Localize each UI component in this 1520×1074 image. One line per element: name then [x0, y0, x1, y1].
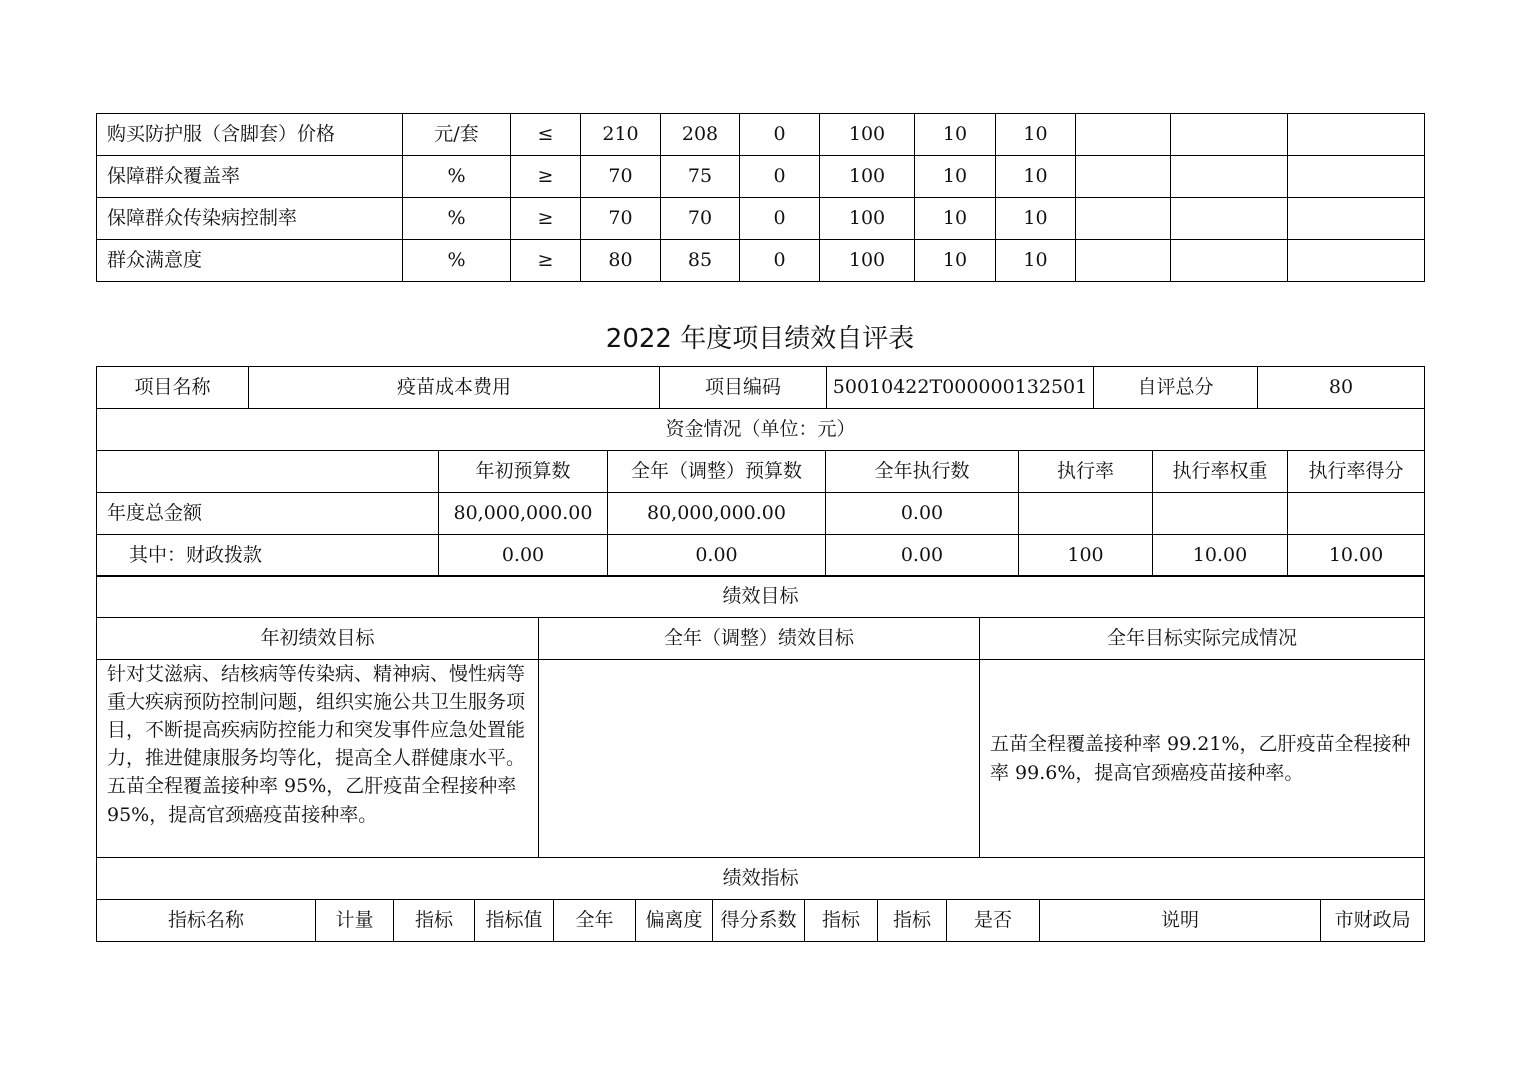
indicator-value-cell: ≥ — [511, 240, 581, 282]
funds-cell: 10.00 — [1153, 535, 1288, 577]
funds-cell: 0.00 — [439, 535, 608, 577]
indicator-value-cell: 100 — [820, 114, 915, 156]
indicator-value-cell: 85 — [661, 240, 740, 282]
project-info-table — [96, 366, 1425, 409]
funds-cell: 10.00 — [1288, 535, 1425, 577]
funds-table — [96, 408, 1425, 577]
indicator-continuation-table — [96, 113, 1425, 282]
indicator-header-cell: 说明 — [1040, 900, 1321, 942]
indicator-header-cell: 指标 — [878, 900, 947, 942]
indicator-name-cell: 保障群众传染病控制率 — [97, 198, 403, 240]
indicator-value-cell — [1288, 240, 1425, 282]
indicator-header-cell: 计量 — [316, 900, 394, 942]
indicator-value-cell: 0 — [740, 114, 820, 156]
indicator-value-cell — [1076, 240, 1171, 282]
indicator-value-cell — [1076, 114, 1171, 156]
goals-header-cell: 年初绩效目标 — [97, 618, 539, 660]
indicator-value-cell: % — [403, 198, 511, 240]
indicator-value-cell: 10 — [996, 114, 1076, 156]
indicator-value-cell: 70 — [581, 156, 661, 198]
indicator-value-cell: 80 — [581, 240, 661, 282]
funds-cell — [1019, 493, 1153, 535]
funds-cell: 80,000,000.00 — [608, 493, 826, 535]
project-name-label: 项目名称 — [97, 367, 249, 409]
funds-header-cell — [97, 451, 439, 493]
self-score-label: 自评总分 — [1094, 367, 1258, 409]
indicator-header-cell: 市财政局 — [1321, 900, 1425, 942]
indicators-header-row — [97, 900, 1425, 942]
indicators-table — [96, 857, 1425, 942]
indicator-header-cell: 全年 — [554, 900, 636, 942]
indicator-value-cell: 75 — [661, 156, 740, 198]
indicator-value-cell — [1288, 156, 1425, 198]
indicator-header-cell: 得分系数 — [713, 900, 805, 942]
funds-row-label: 其中：财政拨款 — [97, 535, 439, 577]
funds-cell — [1288, 493, 1425, 535]
indicator-value-cell: 210 — [581, 114, 661, 156]
indicator-value-cell — [1171, 114, 1288, 156]
funds-cell: 80,000,000.00 — [439, 493, 608, 535]
funds-cell: 0.00 — [608, 535, 826, 577]
indicator-value-cell: 0 — [740, 240, 820, 282]
form-title: 2022 年度项目绩效自评表 — [605, 324, 915, 354]
indicator-header-cell: 是否 — [947, 900, 1040, 942]
project-code-label: 项目编码 — [660, 367, 827, 409]
funds-cell: 100 — [1019, 535, 1153, 577]
indicator-value-cell — [1288, 198, 1425, 240]
funds-cell: 0.00 — [826, 535, 1019, 577]
indicator-value-cell — [1076, 198, 1171, 240]
indicator-header-cell: 指标值 — [475, 900, 554, 942]
indicator-name-cell: 购买防护服（含脚套）价格 — [97, 114, 403, 156]
funds-header-cell: 执行率权重 — [1153, 451, 1288, 493]
indicator-value-cell: ≥ — [511, 156, 581, 198]
funds-header-cell: 全年执行数 — [826, 451, 1019, 493]
indicator-header-cell: 指标 — [394, 900, 475, 942]
goals-content-row — [97, 660, 1425, 858]
funds-header-cell: 全年（调整）预算数 — [608, 451, 826, 493]
goals-table — [96, 575, 1425, 858]
indicator-value-cell: 70 — [581, 198, 661, 240]
indicator-value-cell: 10 — [915, 114, 996, 156]
goals-header-cell: 全年（调整）绩效目标 — [539, 618, 980, 660]
actual-completion-text: 五苗全程覆盖接种率 99.21%，乙肝疫苗全程接种率 99.6%，提高官颈癌疫苗接种率。 — [980, 660, 1425, 858]
funds-header-cell: 执行率得分 — [1288, 451, 1425, 493]
indicator-value-cell — [1171, 240, 1288, 282]
indicator-value-cell: 70 — [661, 198, 740, 240]
indicator-row — [97, 114, 1425, 156]
initial-goal-text: 针对艾滋病、结核病等传染病、精神病、慢性病等重大疾病预防控制问题，组织实施公共卫生服务项目，不断提高疾病防控能力和突发事件应急处置能力，推进健康服务均等化，提高全人群健康水平。五苗全程覆盖接种率 95%，乙肝疫苗全程接种率 95%，提高官颈癌疫苗接种率。 — [97, 660, 539, 858]
indicator-value-cell: 10 — [915, 240, 996, 282]
adjusted-goal-text — [539, 660, 980, 858]
goals-heading: 绩效目标 — [97, 576, 1425, 618]
indicator-value-cell: 208 — [661, 114, 740, 156]
indicator-value-cell — [1171, 156, 1288, 198]
indicator-value-cell: 元/套 — [403, 114, 511, 156]
indicator-value-cell: ≤ — [511, 114, 581, 156]
project-name-value: 疫苗成本费用 — [249, 367, 660, 409]
funds-header-cell: 执行率 — [1019, 451, 1153, 493]
indicator-value-cell: 100 — [820, 156, 915, 198]
indicator-value-cell: ≥ — [511, 198, 581, 240]
indicator-value-cell: 10 — [915, 198, 996, 240]
indicator-value-cell — [1171, 198, 1288, 240]
funds-cell: 0.00 — [826, 493, 1019, 535]
indicator-value-cell: 100 — [820, 240, 915, 282]
indicators-heading: 绩效指标 — [97, 858, 1425, 900]
indicator-row — [97, 156, 1425, 198]
funds-header-row — [97, 451, 1425, 493]
indicator-value-cell: 100 — [820, 198, 915, 240]
funds-row-total — [97, 493, 1425, 535]
self-score-value: 80 — [1258, 367, 1425, 409]
project-code-value: 50010422T000000132501 — [827, 367, 1094, 409]
indicator-header-cell: 偏离度 — [636, 900, 713, 942]
funds-row-label: 年度总金额 — [97, 493, 439, 535]
goals-header-cell: 全年目标实际完成情况 — [980, 618, 1425, 660]
funds-header-cell: 年初预算数 — [439, 451, 608, 493]
project-info-row — [97, 367, 1425, 409]
indicator-name-cell: 保障群众覆盖率 — [97, 156, 403, 198]
funds-row-fiscal — [97, 535, 1425, 577]
indicator-header-cell: 指标名称 — [97, 900, 316, 942]
indicator-value-cell: 0 — [740, 198, 820, 240]
indicator-value-cell: % — [403, 240, 511, 282]
indicator-header-cell: 指标 — [805, 900, 878, 942]
indicator-row — [97, 240, 1425, 282]
indicator-value-cell: 10 — [915, 156, 996, 198]
indicator-value-cell: 10 — [996, 156, 1076, 198]
indicator-row — [97, 198, 1425, 240]
indicator-value-cell — [1288, 114, 1425, 156]
indicator-value-cell: 10 — [996, 240, 1076, 282]
funds-cell — [1153, 493, 1288, 535]
indicator-value-cell: 0 — [740, 156, 820, 198]
indicator-value-cell — [1076, 156, 1171, 198]
funds-heading: 资金情况（单位：元） — [97, 409, 1425, 451]
indicator-value-cell: 10 — [996, 198, 1076, 240]
indicator-value-cell: % — [403, 156, 511, 198]
goals-header-row — [97, 618, 1425, 660]
indicator-name-cell: 群众满意度 — [97, 240, 403, 282]
